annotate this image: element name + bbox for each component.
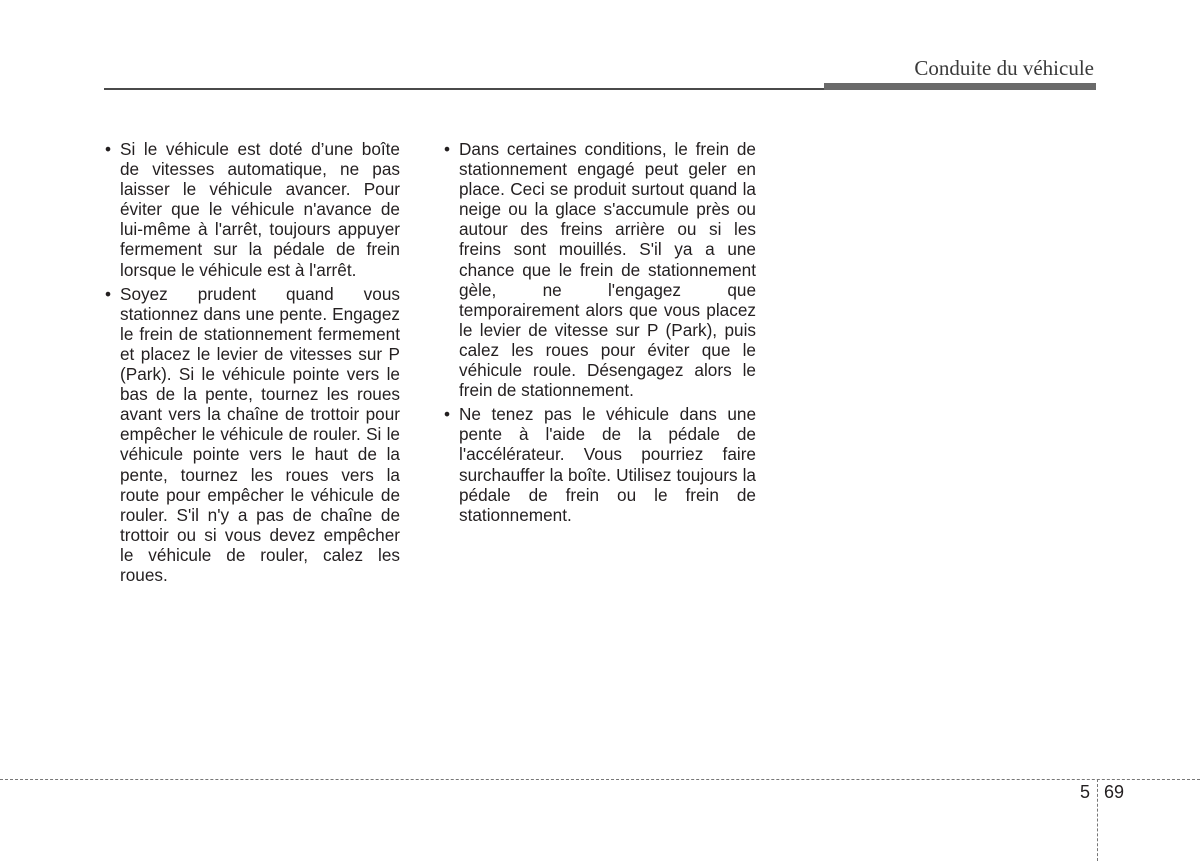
footer-dashed-rule [0, 779, 1200, 780]
bullet-frozen-brake: • Dans certaines conditions, le frein de stationnement engagé peut geler en place. Ceci se produit surtout quand la neige ou la glace s'accumule près ou autour des freins arrière ou si les freins sont mouillés. S'il ya a une chance que le frein de stationnement gèle, ne l'engagez que temporairement alors que vous placez le levier de vitesse sur P (Park), puis calez les roues pour éviter que le véhicule roule. Désengagez alors le frein de stationnement. [443, 139, 756, 400]
left-column [104, 139, 400, 589]
header-rule-thin [104, 88, 824, 90]
section-number: 5 [1080, 782, 1091, 802]
right-column [443, 139, 756, 529]
running-header-title: Conduite du véhicule [914, 56, 1094, 80]
bullet-automatic-transmission: • Si le véhicule est doté d’une boîte de vitesses automatique, ne pas laisser le véhicule avancer. Pour éviter que le véhicule n'avance de lui-même à l'arrêt, toujours appuyer fermement sur la pédale de frein lorsque le véhicule est à l'arrêt. [104, 139, 400, 280]
header-rule-thick [824, 83, 1096, 90]
footer-dashed-divider [1097, 779, 1098, 861]
bullet-parking-on-slope: • Soyez prudent quand vous stationnez dans une pente. Engagez le frein de stationnement fermement et placez le levier de vitesses sur P (Park). Si le véhicule pointe vers le bas de la pente, tournez les roues avant vers la chaîne de trottoir pour empêcher le véhicule de rouler. Si le véhicule pointe vers le haut de la pente, tournez les roues vers la route pour empêcher le véhicule de rouler. S'il n'y a pas de chaîne de trottoir ou si vous devez empêcher le véhicule de rouler, calez les roues. [104, 284, 400, 585]
bullet-accelerator-hold: • Ne tenez pas le véhicule dans une pente à l'aide de la pédale de l'accélérateur. Vous pourriez faire surchauffer la boîte. Utilisez toujours la pédale de frein ou le frein de stationnement. [443, 404, 756, 525]
page-number: 69 [1104, 782, 1125, 802]
